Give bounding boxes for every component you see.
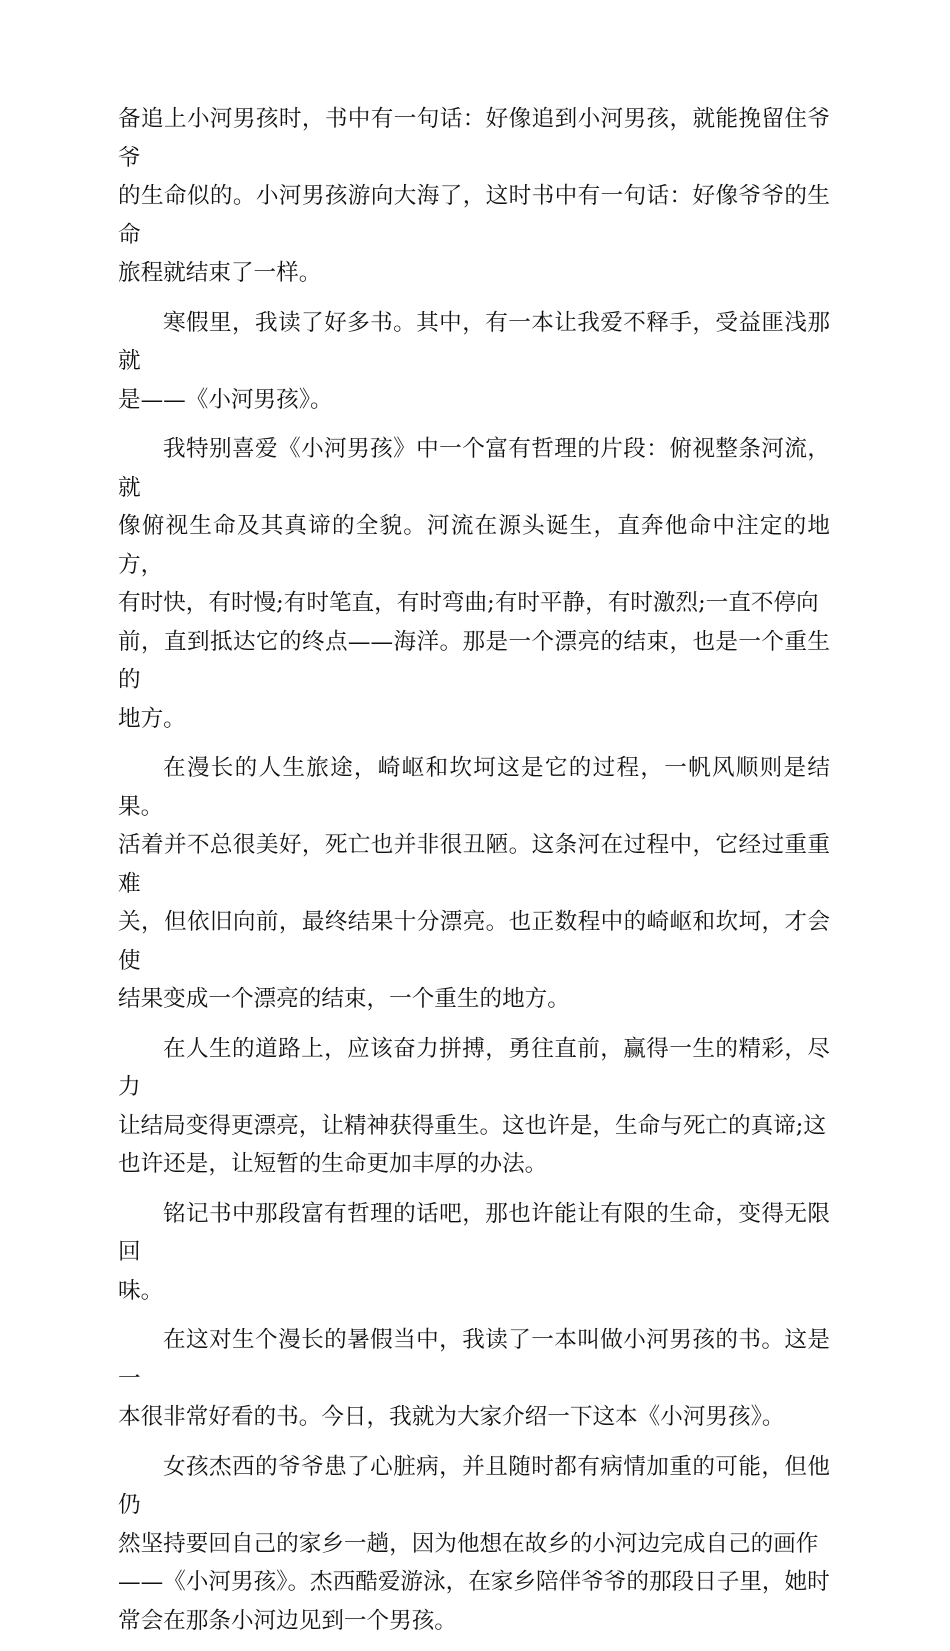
text-line: 备追上小河男孩时，书中有一句话：好像追到小河男孩，就能挽留住爷爷 xyxy=(118,106,830,171)
paragraph-8 xyxy=(118,1448,830,1641)
text-line: 前，直到抵达它的终点——海洋。那是一个漂亮的结束，也是一个重生的 xyxy=(118,628,830,693)
paragraph-7 xyxy=(118,1321,830,1437)
text-line: 结果变成一个漂亮的结束，一个重生的地方。 xyxy=(118,986,570,1012)
text-line: 在人生的道路上，应该奋力拼搏，勇往直前，赢得一生的精彩，尽力 xyxy=(118,1035,830,1100)
text-line: 也许还是，让短暂的生命更加丰厚的办法。 xyxy=(118,1151,548,1177)
text-line: 活着并不总很美好，死亡也并非很丑陋。这条河在过程中，它经过重重难 xyxy=(118,832,830,897)
text-line: 关，但依旧向前，最终结果十分漂亮。也正数程中的崎岖和坎坷，才会使 xyxy=(118,909,830,974)
paragraph-3 xyxy=(118,430,830,738)
paragraph-2 xyxy=(118,304,830,420)
paragraph-4 xyxy=(118,749,830,1019)
text-line: 旅程就结束了一样。 xyxy=(118,260,322,286)
text-line: 女孩杰西的爷爷患了心脏病，并且随时都有病情加重的可能，但他仍 xyxy=(118,1453,830,1518)
text-line: 的生命似的。小河男孩游向大海了，这时书中有一句话：好像爷爷的生命 xyxy=(118,183,830,248)
text-line: 让结局变得更漂亮，让精神获得重生。这也许是，生命与死亡的真谛;这 xyxy=(118,1112,827,1139)
text-line: 味。 xyxy=(118,1277,164,1304)
text-line: 像俯视生命及其真谛的全貌。河流在源头诞生，直奔他命中注定的地方， xyxy=(118,513,830,578)
text-line: 我特别喜爱《小河男孩》中一个富有哲理的片段：俯视整条河流，就 xyxy=(118,436,830,501)
text-line: 常会在那条小河边见到一个男孩。 xyxy=(118,1607,457,1634)
paragraph-1 xyxy=(118,100,830,293)
text-line: 在这对生个漫长的暑假当中，我读了一本叫做小河男孩的书。这是一 xyxy=(118,1327,830,1392)
text-line: 是——《小河男孩》。 xyxy=(118,386,333,413)
text-line: 然坚持要回自己的家乡一趟，因为他想在故乡的小河边完成自己的画作 xyxy=(118,1530,819,1557)
text-line: 在漫长的人生旅途，崎岖和坎坷这是它的过程，一帆风顺则是结果。 xyxy=(118,755,830,820)
paragraph-5 xyxy=(118,1030,830,1184)
text-line: 寒假里，我读了好多书。其中，有一本让我爱不释手，受益匪浅那就 xyxy=(118,309,830,374)
text-line: 有时快，有时慢;有时笔直，有时弯曲;有时平静，有时激烈;一直不停向 xyxy=(118,590,819,616)
text-line: 地方。 xyxy=(118,705,186,732)
document-body xyxy=(118,100,830,1651)
text-line: ——《小河男孩》。杰西酷爱游泳，在家乡陪伴爷爷的那段日子里，她时 xyxy=(118,1569,830,1595)
text-line: 铭记书中那段富有哲理的话吧，那也许能让有限的生命，变得无限回 xyxy=(118,1200,830,1265)
text-line: 本很非常好看的书。今日，我就为大家介绍一下这本《小河男孩》。 xyxy=(118,1404,785,1430)
paragraph-6 xyxy=(118,1195,830,1311)
